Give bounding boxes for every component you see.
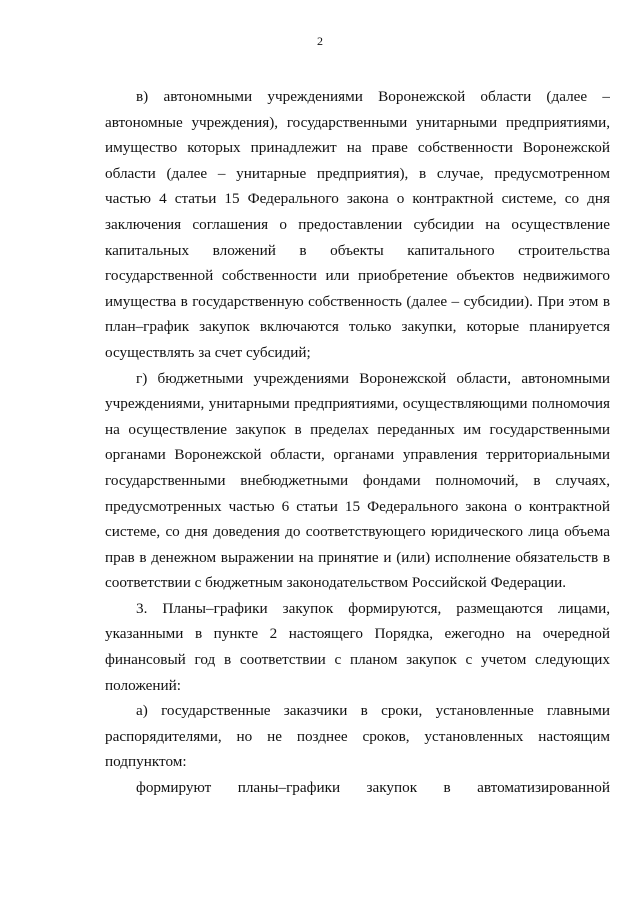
text-line: имущества в государственную собственность (далее – субсидии). При этом в [105,292,610,310]
text-line: 3. Планы–графики закупок формируются, размещаются лицами, [136,599,610,617]
text-line: учреждениями, унитарными предприятиями, осуществляющими полномочия [105,395,610,413]
text-line: предусмотренных частью 6 статьи 15 Федерального закона о контрактной [105,497,610,515]
text-line: план–график закупок включаются только закупки, которые планируется [105,318,610,336]
document-body [105,84,610,801]
text-line: осуществлять за счет субсидий; [105,343,311,361]
text-line: частью 4 статьи 15 Федерального закона о контрактной системе, со дня [105,190,610,208]
text-line: государственной собственности или приобретение объектов недвижимого [105,267,610,285]
text-line: капитальных вложений в объекты капитального строительства [105,241,610,259]
text-line: заключения соглашения о предоставлении субсидии на осуществление [105,215,610,233]
text-line: области (далее – унитарные предприятия), в случае, предусмотренном [105,164,610,182]
text-line: соответствии с бюджетным законодательством Российской Федерации. [105,574,567,592]
text-line: распорядителями, но не позднее сроков, установленных настоящим [105,727,610,745]
text-line: финансовый год в соответствии с планом закупок с учетом следующих [105,651,610,669]
text-line: а) государственные заказчики в сроки, установленные главными [136,702,610,720]
page-number: 2 [317,34,323,48]
text-line: имущество которых принадлежит на праве собственности Воронежской [105,139,610,157]
text-line: положений: [105,676,181,694]
text-line: указанными в пункте 2 настоящего Порядка, ежегодно на очередной [105,625,610,643]
text-line: органами Воронежской области, органами управления территориальными [105,446,610,464]
text-line: автономные учреждения), государственными унитарными предприятиями, [105,113,610,131]
text-line: прав в денежном выражении на принятие и (или) исполнение обязательств в [105,548,610,566]
text-line: государственными внебюджетными фондами полномочий, в случаях, [105,471,610,489]
text-line: на осуществление закупок в пределах переданных им государственными [105,420,610,438]
text-line: системе, со дня доведения до соответствующего юридического лица объема [105,523,610,541]
text-line: в) автономными учреждениями Воронежской области (далее – [136,88,610,105]
text-line: формируют планы–графики закупок в автоматизированной [136,779,610,797]
text-line: г) бюджетными учреждениями Воронежской области, автономными [136,369,610,387]
text-line: подпунктом: [105,753,187,771]
